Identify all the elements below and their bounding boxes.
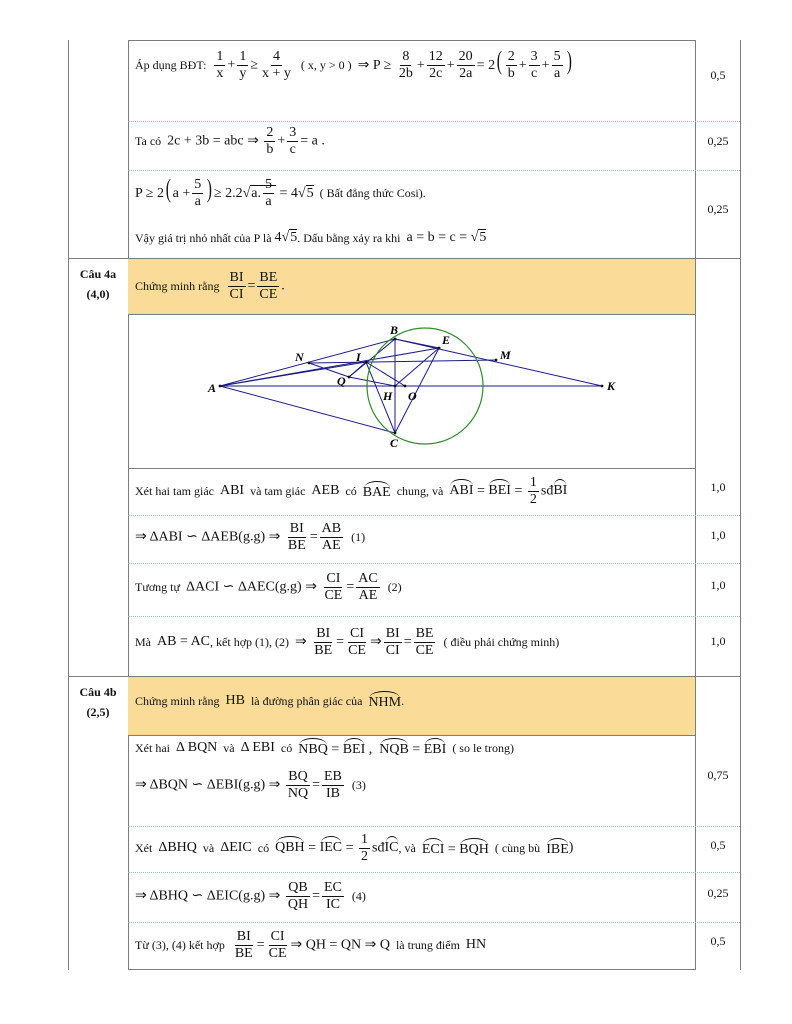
- dotted-divider: [128, 922, 740, 923]
- math-expression: ⇒ ΔBQN ∽ ΔEBI(g.g) ⇒ $\frac{BQ}{NQ}$ = $\frac{EB}{IB}$: [135, 768, 342, 801]
- cell-divider: [128, 40, 696, 41]
- step-row: ⇒ ΔBQN ∽ ΔEBI(g.g) ⇒ $\frac{BQ}{NQ}$ = $\frac{EB}{IB}$ (3): [135, 768, 366, 801]
- point-label-M: M: [500, 348, 511, 362]
- point-label-O: O: [408, 389, 417, 403]
- question-header: [128, 259, 695, 314]
- equation-row: [135, 124, 325, 158]
- segment-EH: [395, 348, 439, 386]
- border-left-outer: [68, 40, 69, 970]
- cauchy-note: ( Bất đẳng thức Cosi).: [319, 185, 426, 200]
- point-Q: [348, 376, 351, 379]
- step-row: Xét hai tam giác ABI và tam giác AEB có BAE chung, và ABI = BEI = $\frac{1}{2}$ sđBI: [135, 474, 568, 507]
- cell-divider: [128, 735, 696, 736]
- points-value: 0,5: [710, 68, 726, 82]
- point-label-A: A: [208, 381, 217, 395]
- points-value: 1,0: [710, 528, 726, 542]
- step-row: Từ (3), (4) kết hợp $\frac{BI}{BE}$ = $\frac{CI}{CE}$ ⇒ QH = QN ⇒ Q là trung điểm HN: [135, 928, 487, 961]
- conclusion-mid: . Dấu bằng xảy ra khi: [297, 230, 401, 245]
- segment-BE: [395, 339, 439, 348]
- border-right-inner: [695, 40, 696, 970]
- math-expression: 4√5: [274, 230, 298, 245]
- border-right-outer: [740, 40, 741, 970]
- point-label-H: H: [383, 389, 393, 403]
- math-expression: a = b = c = √5: [406, 230, 487, 245]
- inequality-row: [135, 46, 573, 84]
- points-value: 0,5: [710, 838, 726, 852]
- geometry-figure: [128, 315, 695, 467]
- point-C: [394, 432, 397, 435]
- dotted-divider: [128, 170, 740, 171]
- points-value: 0,25: [707, 202, 729, 216]
- condition-text: ( x, y > 0 ): [300, 57, 352, 72]
- math-expression: $\frac{BI}{BE}$ = $\frac{CI}{CE}$ ⇒ QH = QN ⇒ Q: [234, 928, 390, 961]
- angle-symbol: NHM: [368, 691, 401, 711]
- segment-EC: [395, 348, 439, 433]
- dotted-divider: [128, 872, 740, 873]
- header-text: Chứng minh rằng: [135, 693, 220, 708]
- point-label-E: E: [442, 333, 451, 347]
- points-value: 1,0: [710, 634, 726, 648]
- dotted-divider: [128, 616, 740, 617]
- point-N: [308, 362, 311, 365]
- math-expression: ABI = BEI = $\frac{1}{2}$ sđBI: [449, 474, 568, 507]
- question-header: Chứng minh rằng HB là đường phân giác của NHM .: [128, 677, 695, 735]
- math-expression: 2c + 3b = abc ⇒ $\frac{2}{b}$ + $\frac{3}{c}$ = a .: [167, 124, 325, 157]
- math-expression: QBH = IEC = $\frac{1}{2}$ sđIC: [275, 831, 399, 864]
- points-value: 0,5: [710, 934, 726, 948]
- dotted-divider: [128, 563, 740, 564]
- points-value: 0,25: [707, 886, 729, 900]
- point-label-N: N: [295, 350, 304, 364]
- apply-text: Áp dụng BĐT:: [135, 57, 207, 72]
- points-value: 1,0: [710, 578, 726, 592]
- angle-symbol: IBE: [546, 838, 569, 858]
- segment-BK: [395, 339, 602, 386]
- cell-divider: [128, 468, 696, 469]
- math-expression: ⇒ P ≥ $\frac{8}{2b}$ + $\frac{12}{2c}$ + $\frac{20}{2a}$ = 2( $\frac{2}{b}$ + $\frac{3}{c}$ + $\frac{5}{a}$ ): [357, 45, 572, 82]
- step-row: Mà AB = AC , kết hợp (1), (2) ⇒ $\frac{BI}{BE}$ = $\frac{CI}{CE}$ ⇒ $\frac{BI}{CI}$ = $\frac{BE}{CE}$ ( điều phải chứng minh): [135, 625, 560, 658]
- cauchy-row: [135, 174, 426, 212]
- step-row: Tương tự ΔACI ∽ ΔAEC(g.g) ⇒ $\frac{CI}{CE}$ = $\frac{AC}{AE}$ (2): [135, 570, 402, 603]
- point-label-Q: Q: [337, 374, 346, 388]
- conclusion-row: [135, 228, 486, 248]
- math-expression: $\frac{1}{x}$ + $\frac{1}{y}$ ≥ $\frac{4}{x + y}$: [216, 48, 291, 81]
- border-left-inner: [128, 40, 129, 970]
- step-row: Xét hai Δ BQN và Δ EBI có NBQ = BEI , NQB = EBI ( so le trong): [135, 740, 514, 757]
- point-I: [365, 361, 368, 364]
- segment-NM: [309, 360, 496, 363]
- point-label-I: I: [356, 350, 361, 364]
- math-expression: ⇒ ΔABI ∽ ΔAEB(g.g) ⇒ $\frac{BI}{BE}$ = $\frac{AB}{AE}$: [135, 520, 342, 553]
- point-O: [404, 385, 407, 388]
- question-label: Câu 4a (4,0): [79, 267, 117, 301]
- step-row: ⇒ ΔBHQ ∽ ΔEIC(g.g) ⇒ $\frac{QB}{QH}$ = $\frac{EC}{IC}$ (4): [135, 879, 366, 912]
- dotted-divider: [128, 826, 740, 827]
- step-row: Xét ΔBHQ và ΔEIC có QBH = IEC = $\frac{1}{2}$ sđIC , và ECI = BQH ( cùng bù IBE ): [135, 831, 574, 864]
- point-K: [601, 385, 604, 388]
- point-H: [394, 385, 397, 388]
- segment-IO: [366, 362, 405, 386]
- points-value: 0,25: [707, 134, 729, 148]
- question-label: Câu 4b (2,5): [79, 685, 117, 719]
- math-expression: $\frac{BI}{CI}$ = $\frac{BE}{CE}$ .: [229, 270, 285, 302]
- angle-symbol: BAE: [363, 481, 391, 501]
- points-value: 1,0: [710, 480, 726, 494]
- segment-AC: [220, 386, 395, 433]
- point-label-B: B: [390, 323, 399, 337]
- math-expression: ⇒ ΔBHQ ∽ ΔEIC(g.g) ⇒ $\frac{QB}{QH}$ = $\frac{EC}{IC}$: [135, 879, 342, 912]
- math-expression: ECI = BQH: [422, 838, 489, 858]
- points-value: 0,75: [707, 768, 729, 782]
- point-label-C: C: [390, 436, 399, 450]
- point-M: [495, 359, 498, 362]
- cell-divider: [128, 969, 696, 970]
- point-label-K: K: [607, 379, 616, 393]
- conclusion-text: Vậy giá trị nhỏ nhất của P là: [135, 230, 272, 245]
- math-expression: ⇒ $\frac{BI}{BE}$ = $\frac{CI}{CE}$ ⇒ $\frac{BI}{CI}$ = $\frac{BE}{CE}$: [295, 625, 434, 658]
- header-text: Chứng minh rằng: [135, 279, 220, 293]
- math-expression: ΔACI ∽ ΔAEC(g.g) ⇒ $\frac{CI}{CE}$ = $\frac{AC}{AE}$: [186, 570, 378, 603]
- math-expression: NBQ = BEI , NQB = EBI: [298, 738, 446, 758]
- given-text: Ta có: [135, 133, 162, 148]
- point-A: [219, 385, 222, 388]
- dotted-divider: [128, 121, 740, 122]
- segment-QH: [349, 377, 395, 386]
- point-E: [438, 347, 441, 350]
- step-row: ⇒ ΔABI ∽ ΔAEB(g.g) ⇒ $\frac{BI}{BE}$ = $\frac{AB}{AE}$ (1): [135, 520, 366, 553]
- math-expression: P ≥ 2( a + $\frac{5}{a}$ ) ≥ 2.2√a. $\frac{5}{a}$ = 4√5: [135, 173, 314, 210]
- point-B: [394, 338, 397, 341]
